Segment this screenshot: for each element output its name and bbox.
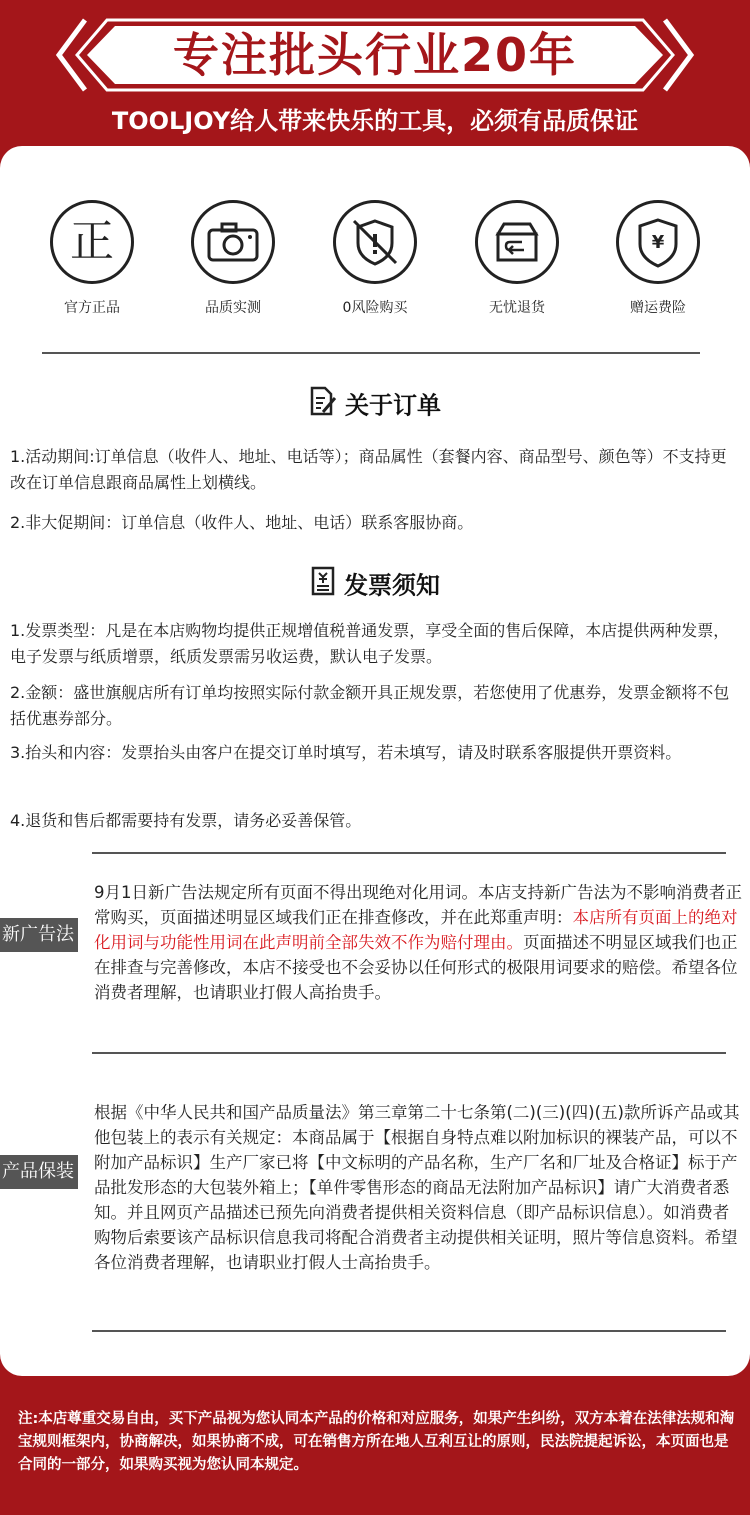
yen-shield-icon: ¥: [616, 200, 700, 284]
divider: [92, 1052, 726, 1054]
invoice-item: 2.金额：盛世旗舰店所有订单均按照实际付款金额开具正规发票，若您使用了优惠券，发票金额将不包括优惠券部分。: [10, 683, 730, 728]
footer-note: 注:本店尊重交易自由，买下产品视为您认同本产品的价格和对应服务，如果产生纠纷，双方本着在法律法规和淘宝规则框架内，协商解决，如果协商不成，可在销售方所在地人互利互让的原则，民法院提起诉讼，本页面也是合同的一部分，如果购买视为您认同本规定。: [18, 1411, 735, 1473]
feature-label: 品质实测: [205, 300, 261, 316]
feature-label: 官方正品: [64, 300, 120, 316]
invoice-icon: [310, 566, 336, 605]
shield-slash-icon: [333, 200, 417, 284]
order-item: 2.非大促期间：订单信息（收件人、地址、电话）联系客服协商。: [10, 513, 474, 532]
disclaimer-highlight: 本店所有页面上的绝对化用词与功能性用词在此声明前全部失效不作为赔付理由。: [94, 908, 738, 952]
packaging-tag: 产品保装: [0, 1155, 78, 1189]
invoice-section-title: 发票须知: [0, 566, 750, 605]
title-ribbon: [55, 14, 695, 96]
camera-icon: [191, 200, 275, 284]
invoice-item: 1.发票类型：凡是在本店购物均提供正规增值税普通发票，享受全面的售后保障，本店提供两种发票，电子发票与纸质增票，纸质发票需另收运费，默认电子发票。: [10, 621, 730, 666]
content-card: [0, 146, 750, 1376]
feature-label: 0风险购买: [342, 300, 408, 316]
feature-label: 无忧退货: [489, 300, 545, 316]
feature-shipping-insurance: [608, 200, 708, 318]
divider: [92, 1330, 726, 1332]
order-section-title: 关于订单: [0, 386, 750, 425]
ad-law-tag: 新广告法: [0, 918, 78, 952]
feature-quality-test: [183, 200, 283, 318]
ad-law-text: 9月1日新广告法规定所有页面不得出现绝对化用词。本店支持新广告法为不影响消费者正常购买，页面描述明显区域我们正在排查修改，并在此郑重声明：本店所有页面上的绝对化用词与功能性用词在此声明前全部失效不作为赔付理由。页面描述不明显区域我们也正在排查与完善修改，本店不接受也不会妥协以任何形式的极限用词要求的赔偿。希望各位消费者理解，也请职业打假人高抬贵手。: [94, 883, 742, 1002]
order-item: 1.活动期间:订单信息（收件人、地址、电话等）；商品属性（套餐内容、商品型号、颜色等）不支持更改在订单信息跟商品属性上划横线。: [10, 447, 727, 492]
feature-label: 赠运费险: [630, 300, 686, 316]
banner-title: 专注批头行业20年: [172, 28, 577, 82]
divider: [42, 352, 700, 354]
feature-row: [42, 200, 708, 330]
packaging-text: 根据《中华人民共和国产品质量法》第三章第二十七条第(二)(三)(四)(五)款所诉产品或其他包装上的表示有关规定：本商品属于【根据自身特点难以附加标识的裸装产品，可以不附加产品标识】生产厂家已将【中文标明的产品名称，生产厂名和厂址及合格证】标于产品批发形态的大包装外箱上；【单件零售形态的商品无法附加产品标识】请广大消费者悉知。并且网页产品描述已预先向消费者提供相关资料信息（即产品标识信息）。如消费者购物后索要该产品标识信息我司将配合消费者主动提供相关证明，照片等信息资料。希望各位消费者理解，也请职业打假人士高抬贵手。: [94, 1103, 740, 1272]
feature-zero-risk: [325, 200, 425, 318]
document-edit-icon: [309, 386, 337, 425]
invoice-item: 4.退货和售后都需要持有发票，请务必妥善保管。: [10, 811, 362, 830]
invoice-item: 3.抬头和内容：发票抬头由客户在提交订单时填写，若未填写，请及时联系客服提供开票资料。: [10, 743, 682, 762]
header-banner: [0, 0, 750, 150]
subtitle: TOOLJOY给人带来快乐的工具，必须有品质保证: [111, 107, 639, 135]
feature-easy-return: [467, 200, 567, 318]
zheng-icon: 正: [50, 200, 134, 284]
return-box-icon: [475, 200, 559, 284]
feature-genuine: [42, 200, 142, 318]
divider: [92, 852, 726, 854]
